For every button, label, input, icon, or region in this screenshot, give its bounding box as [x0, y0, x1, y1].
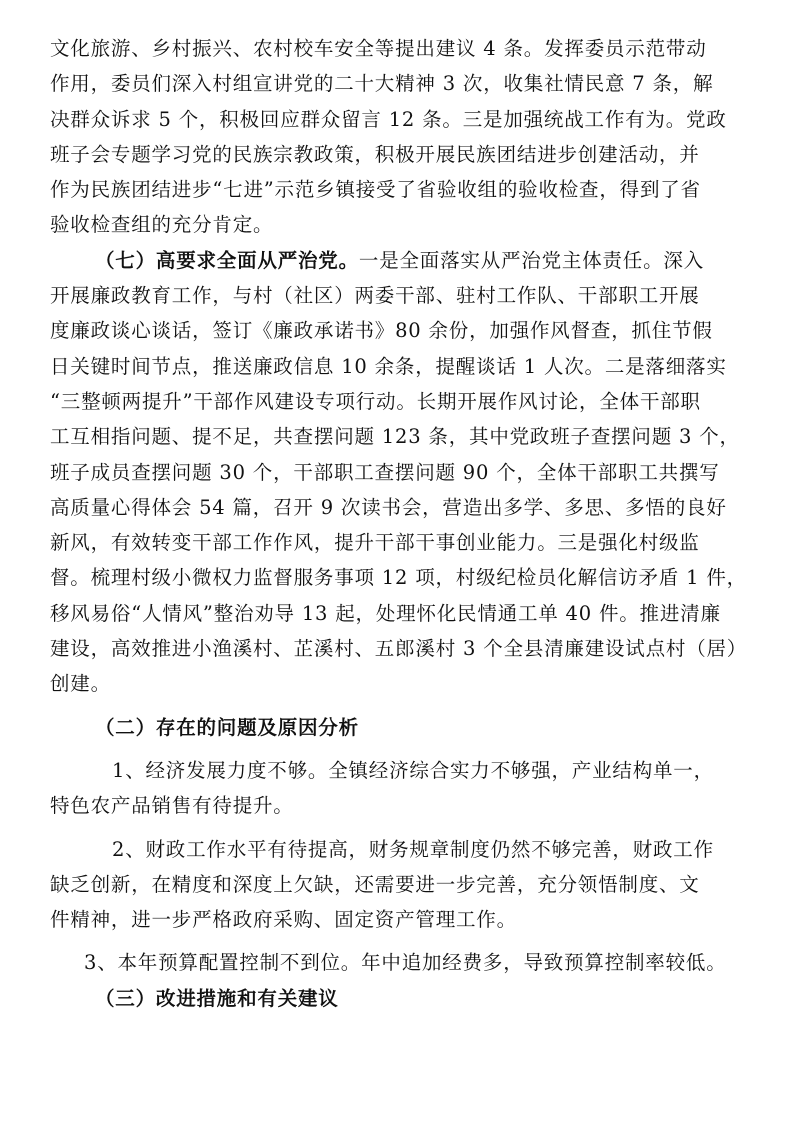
- text-line: 督。梳理村级小微权力监督服务事项 12 项，村级纪检员化解信访矛盾 1 件，: [50, 566, 747, 590]
- list-item-1: [50, 753, 750, 824]
- text-line: “三整顿两提升”干部作风建设专项行动。长期开展作风讨论，全体干部职: [50, 389, 701, 413]
- text-line: 作用，委员们深入村组宣讲党的二十大精神 3 次，收集社情民意 7 条，解: [50, 72, 714, 96]
- text-line: 决群众诉求 5 个，积极回应群众留言 12 条。三是加强统战工作有为。党政: [50, 107, 727, 131]
- text-line: 度廉政谈心谈话，签订《廉政承诺书》80 余份，加强作风督查，抓住节假: [50, 319, 713, 343]
- text-line: 工互相指问题、提不足，共查摆问题 123 条，其中党政班子查摆问题 3 个，: [50, 425, 740, 449]
- section-heading-improvements: （三）改进措施和有关建议: [95, 986, 339, 1010]
- text-line: 1、经济发展力度不够。全镇经济综合实力不够强，产业结构单一，: [112, 758, 714, 782]
- text-line: 特色农产品销售有待提升。: [50, 794, 294, 818]
- text-line: 开展廉政教育工作，与村（社区）两委干部、驻村工作队、干部职工开展: [50, 284, 700, 308]
- text-line: 新风，有效转变干部工作作风，提升干部干事创业能力。三是强化村级监: [50, 531, 700, 555]
- list-item-3: 3、本年预算配置控制不到位。年中追加经费多，导致预算控制率较低。: [84, 951, 727, 975]
- text-line: 移风易俗“人情风”整治劝导 13 起，处理怀化民情通工单 40 件。推进清廉: [50, 601, 721, 625]
- text-line: 建设，高效推进小渔溪村、芷溪村、五郎溪村 3 个全县清廉建设试点村（居）: [50, 637, 748, 661]
- text-line: 缺乏创新，在精度和深度上欠缺，还需要进一步完善，充分领悟制度、文: [50, 872, 700, 896]
- text-line: 件精神，进一步严格政府采购、固定资产管理工作。: [50, 908, 517, 932]
- text-line: [50, 243, 750, 278]
- section-heading-inline: （七）高要求全面从严治党。: [95, 248, 359, 272]
- text-line: 验收检查组的充分肯定。: [50, 213, 274, 237]
- text-run: 一是全面落实从严治党主体责任。深入: [358, 248, 705, 272]
- text-line: 班子会专题学习党的民族宗教政策，积极开展民族团结进步创建活动，并: [50, 142, 700, 166]
- text-line: 高质量心得体会 54 篇，召开 9 次读书会，营造出多学、多思、多悟的良好: [50, 495, 727, 519]
- text-line: 日关键时间节点，推送廉政信息 10 余条，提醒谈话 1 人次。二是落细落实: [50, 354, 727, 378]
- document-page: [50, 31, 750, 1016]
- list-item-2: [50, 832, 750, 938]
- text-line: 2、财政工作水平有待提高，财务规章制度仍然不够完善，财政工作: [112, 837, 714, 861]
- section-heading-problems: （二）存在的问题及原因分析: [95, 715, 359, 739]
- text-line: 班子成员查摆问题 30 个，干部职工查摆问题 90 个，全体干部职工共撰写: [50, 460, 720, 484]
- text-line: 作为民族团结进步“七进”示范乡镇接受了省验收组的验收检查，得到了省: [50, 178, 701, 202]
- text-line: 创建。: [50, 672, 111, 696]
- paragraph-party-discipline: [50, 243, 750, 702]
- text-line: 文化旅游、乡村振兴、农村校车安全等提出建议 4 条。发挥委员示范带动: [50, 37, 707, 60]
- paragraph-united-front: [50, 31, 750, 243]
